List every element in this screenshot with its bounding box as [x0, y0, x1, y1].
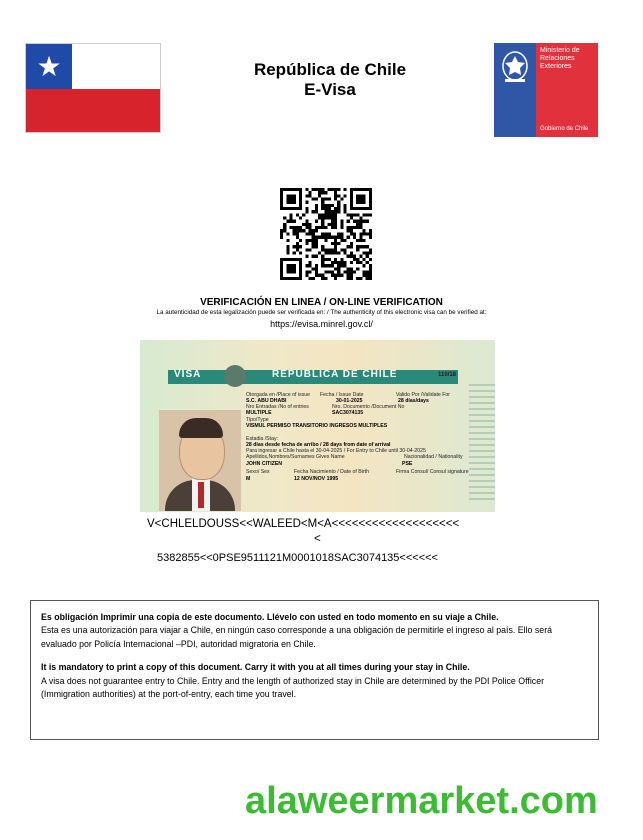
label-signature: Firma Consul/ Consul signature [396, 469, 469, 475]
emblem-icon [224, 365, 246, 387]
visa-band-right: REPUBLICA DE CHILE [272, 369, 398, 380]
holder-photo [159, 410, 241, 511]
verification-url[interactable]: https://evisa.minrel.gov.cl/ [270, 319, 373, 329]
value-stay: 28 días desde fecha de arribo / 28 days from date of arrival [246, 442, 391, 448]
label-nationality: Nacionalidad / Nationality [404, 454, 463, 460]
notice-box [30, 600, 599, 740]
label-place: Otorgada en /Place of issue [246, 392, 311, 398]
label-stay: Estadia /Stay: [246, 436, 279, 442]
value-valid: 28 días/days [398, 398, 429, 404]
watermark: alaweermarket.com [245, 780, 598, 822]
label-docno: Nro. Documento /Document No [332, 404, 405, 410]
qr-code [280, 188, 372, 280]
notice-es-text: Esta es una autorización para viajar a Chile, en ningún caso corresponde a una obligación de permitirle el ingreso al país. Ello será evaluado por Policía Internacional –PDI, autoridad migratoria en Chile. [41, 625, 553, 649]
verification-subtitle: La autenticidad de esta legalización puede ser verificada en: / The authenticity of this electronic visa can be verified at: [156, 309, 487, 316]
title-evisa: E-Visa [304, 80, 356, 99]
visa-code: 110/18 [438, 372, 457, 378]
value-docno: SAC3074135 [332, 410, 364, 416]
label-type: Tipo/Type [246, 417, 269, 423]
title-country: República de Chile [253, 60, 407, 79]
value-place: S.C. ABU DHABI [246, 398, 287, 404]
label-entries: Nro Entradas /No of entries [246, 404, 309, 410]
coat-of-arms-icon [499, 48, 531, 84]
label-issue: Fecha / Issue Date [320, 392, 364, 398]
label-sex: Sexo/ Sex [246, 469, 270, 475]
ministry-line1: Ministerio de [540, 47, 580, 54]
notice-en-bold: It is mandatory to print a copy of this document. Carry it with you at all times during your stay in Chile. [41, 662, 470, 673]
ministry-logo [494, 43, 598, 137]
label-valid: Valido Por /Validate For [396, 392, 451, 398]
ministry-footer: Gobierno de Chile [540, 126, 589, 132]
visa-band-left: VISA [174, 369, 202, 380]
value-dob: 12 NOV/NOV 1995 [294, 476, 339, 482]
star-icon: ★ [36, 51, 62, 82]
value-type: VISMUL PERMISO TRANSITORIO INGRESOS MULTIPLES [246, 423, 388, 429]
notice-es-bold: Es obligación Imprimir una copia de este documento. Llévelo con usted en todo momento en su viaje a Chile. [41, 612, 499, 622]
mrz-line-1: V<CHLELDOUSS<<WALEED<M<A<<<<<<<<<<<<<<<<<<< [147, 518, 460, 530]
visa-sticker [140, 340, 495, 512]
value-entries: MULTIPLE [246, 410, 272, 416]
page-title [210, 60, 450, 100]
notice-en-text: A visa does not guarantee entry to Chile. Entry and the length of authorized stay in Chile are determined by the PDI Police Officer (Immigration authorities) at the port-of-entry, each time you travel. [41, 675, 545, 700]
mrz-line-2: 5382855<<0PSE9511121M0001018SAC3074135<<<<<< [157, 552, 438, 564]
value-nationality: PSE [402, 461, 413, 467]
value-sex: M [246, 476, 251, 482]
mrz-line-1-wrap: < [314, 533, 321, 545]
label-dob: Fecha Nacimiento / Date of Birth [294, 469, 369, 475]
verification-title: VERIFICACIÓN EN LINEA / ON-LINE VERIFICATION [200, 297, 443, 308]
value-name: JOHN CITIZEN [246, 461, 283, 467]
value-entry-until: Para ingresar a Chile hasta el 30-04-2025 / For Entry to Chile until 30-04-2025 [246, 448, 426, 454]
value-issue: 30-01-2025 [336, 398, 363, 404]
ministry-line2: Relaciones [540, 55, 575, 62]
chile-flag [25, 43, 161, 133]
ministry-line3: Exteriores [540, 63, 572, 70]
label-names: Apellidos,Nombres/Surnames Gives Name [246, 454, 345, 460]
